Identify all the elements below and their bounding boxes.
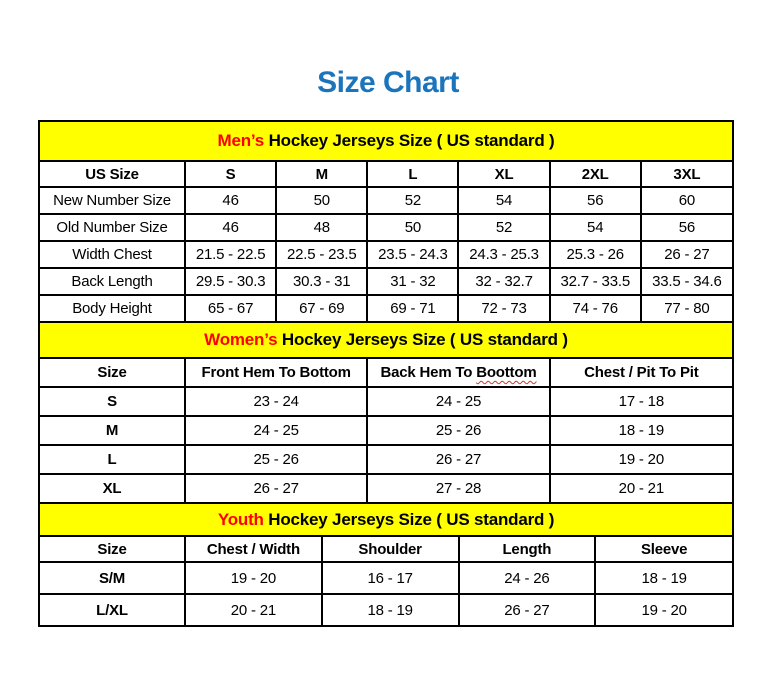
size-cell: 31 - 32 (367, 268, 458, 295)
row-label: New Number Size (40, 187, 185, 214)
size-cell: 27 - 28 (367, 474, 549, 503)
size-cell: 18 - 19 (322, 594, 459, 625)
size-cell: 20 - 21 (550, 474, 732, 503)
table-row (40, 562, 732, 594)
size-cell: 18 - 19 (595, 562, 732, 594)
table-row (40, 187, 732, 214)
size-cell: 24 - 25 (367, 387, 549, 416)
row-label: Back Length (40, 268, 185, 295)
table-row (40, 445, 732, 474)
mens-section-header (40, 122, 732, 162)
size-cell: 69 - 71 (367, 295, 458, 322)
youth-section (40, 504, 732, 625)
size-cell: 26 - 27 (459, 594, 596, 625)
row-label: S (40, 387, 185, 416)
size-cell: 23.5 - 24.3 (367, 241, 458, 268)
table-header-row (40, 162, 732, 187)
column-header: M (276, 162, 367, 187)
column-header: Sleeve (595, 537, 732, 562)
row-label: Old Number Size (40, 214, 185, 241)
column-header: 2XL (550, 162, 641, 187)
size-cell: 24 - 25 (185, 416, 367, 445)
size-cell: 32 - 32.7 (458, 268, 549, 295)
size-cell: 56 (550, 187, 641, 214)
size-cell: 33.5 - 34.6 (641, 268, 732, 295)
mens-highlight: Men’s (217, 131, 265, 150)
youth-header-text: Hockey Jerseys Size ( US standard ) (263, 509, 555, 529)
size-cell: 65 - 67 (185, 295, 276, 322)
table-row (40, 416, 732, 445)
size-cell: 18 - 19 (550, 416, 732, 445)
size-cell: 17 - 18 (550, 387, 732, 416)
back-hem-prefix: Back Hem To (380, 364, 477, 381)
row-label: S/M (40, 562, 185, 594)
table-header-row (40, 537, 732, 562)
size-cell: 50 (367, 214, 458, 241)
size-cell: 48 (276, 214, 367, 241)
mens-size-table (40, 162, 732, 323)
size-cell: 32.7 - 33.5 (550, 268, 641, 295)
column-header: Front Hem To Bottom (185, 359, 367, 387)
size-cell: 46 (185, 187, 276, 214)
youth-size-table (40, 537, 732, 625)
size-cell: 77 - 80 (641, 295, 732, 322)
size-cell: 54 (550, 214, 641, 241)
womens-section (40, 323, 732, 504)
size-cell: 19 - 20 (550, 445, 732, 474)
youth-section-header (40, 504, 732, 537)
size-cell: 24.3 - 25.3 (458, 241, 549, 268)
row-label: L/XL (40, 594, 185, 625)
size-cell: 30.3 - 31 (276, 268, 367, 295)
size-cell: 25 - 26 (185, 445, 367, 474)
row-label: M (40, 416, 185, 445)
size-cell: 26 - 27 (185, 474, 367, 503)
row-label: Width Chest (40, 241, 185, 268)
size-cell: 67 - 69 (276, 295, 367, 322)
womens-header-text: Hockey Jerseys Size ( US standard ) (277, 330, 568, 349)
size-cell: 72 - 73 (458, 295, 549, 322)
size-cell: 22.5 - 23.5 (276, 241, 367, 268)
size-cell: 19 - 20 (185, 562, 322, 594)
womens-size-table (40, 359, 732, 504)
size-cell: 23 - 24 (185, 387, 367, 416)
size-cell: 25 - 26 (367, 416, 549, 445)
row-label: XL (40, 474, 185, 503)
size-cell: 52 (367, 187, 458, 214)
column-header: Size (40, 359, 185, 387)
column-header: Size (40, 537, 185, 562)
size-cell: 20 - 21 (185, 594, 322, 625)
table-header-row (40, 359, 732, 387)
column-header: Chest / Width (185, 537, 322, 562)
column-header: Chest / Pit To Pit (550, 359, 732, 387)
youth-highlight: Youth (217, 509, 264, 529)
size-chart (38, 120, 734, 627)
column-header: L (367, 162, 458, 187)
size-cell: 16 - 17 (322, 562, 459, 594)
mens-header-text: Hockey Jerseys Size ( US standard ) (264, 131, 555, 150)
misspelled-word: Boottom (476, 364, 537, 381)
size-cell: 52 (458, 214, 549, 241)
size-cell: 26 - 27 (641, 241, 732, 268)
table-row (40, 594, 732, 625)
size-cell: 46 (185, 214, 276, 241)
column-header: US Size (40, 162, 185, 187)
column-header: Length (459, 537, 596, 562)
column-header: Shoulder (322, 537, 459, 562)
row-label: L (40, 445, 185, 474)
table-row (40, 387, 732, 416)
mens-section (40, 122, 732, 323)
table-row (40, 214, 732, 241)
column-header: 3XL (641, 162, 732, 187)
womens-section-header (40, 323, 732, 359)
size-cell: 50 (276, 187, 367, 214)
size-cell: 60 (641, 187, 732, 214)
row-label: Body Height (40, 295, 185, 322)
womens-highlight: Women’s (204, 330, 278, 349)
size-cell: 19 - 20 (641, 601, 687, 619)
size-cell: 74 - 76 (550, 295, 641, 322)
column-header-back-hem (367, 359, 549, 387)
size-cell: 56 (641, 214, 732, 241)
column-header: S (185, 162, 276, 187)
size-cell: 29.5 - 30.3 (185, 268, 276, 295)
page-title: Size Chart (317, 66, 459, 99)
size-cell: 25.3 - 26 (550, 241, 641, 268)
table-row (40, 268, 732, 295)
table-row (40, 295, 732, 322)
size-cell: 24 - 26 (459, 562, 596, 594)
size-cell: 26 - 27 (367, 445, 549, 474)
column-header: XL (458, 162, 549, 187)
size-cell: 21.5 - 22.5 (185, 241, 276, 268)
table-row (40, 241, 732, 268)
size-cell: 54 (458, 187, 549, 214)
table-row (40, 474, 732, 503)
